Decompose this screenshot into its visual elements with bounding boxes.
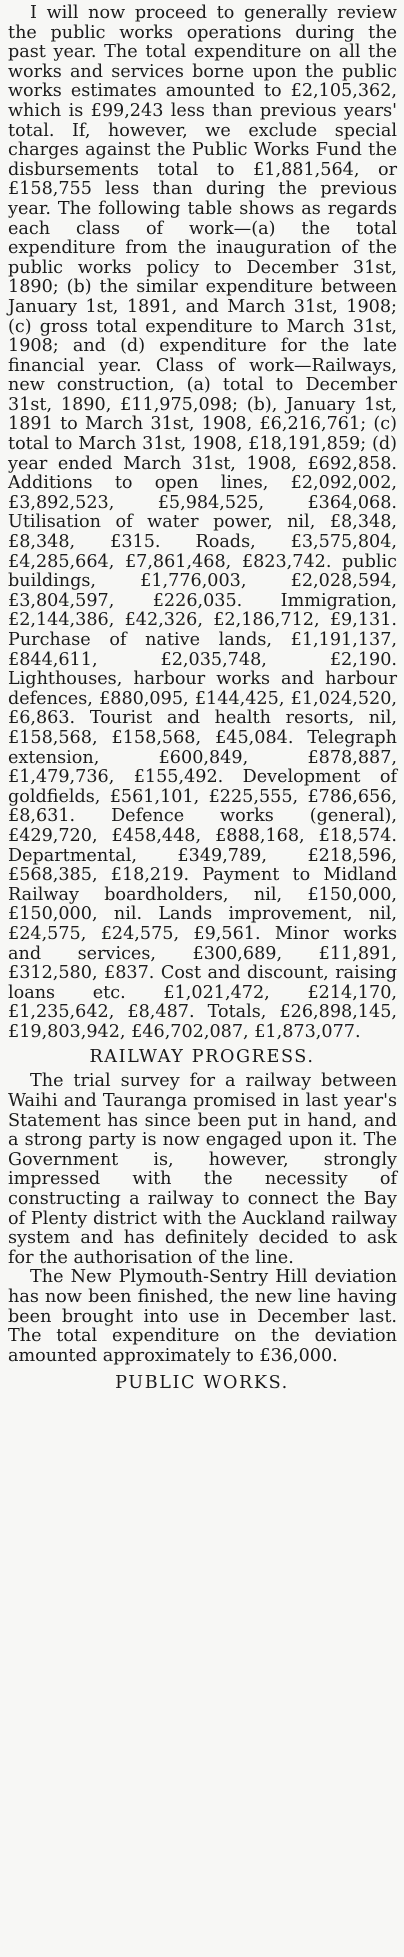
railway-paragraph-1: The trial survey for a railway between Waihi and Tauranga promised in last year's Statement has since been put in hand, and a strong party is now engaged upon it. The Government is, however, strongly impressed with the necessity of constructing a railway to connect the Bay of Plenty district with the Auckland railway system and has definitely decided to ask for the authorisation of the line. <box>8 1071 397 1268</box>
public-works-heading: PUBLIC WORKS. <box>115 1373 289 1394</box>
railway-progress-heading: RAILWAY PROGRESS. <box>89 1047 315 1068</box>
intro-paragraph: I will now proceed to generally review the public works operations during the past year. The total expenditure on all the works and services borne upon the public works estimates amounted to £2,105,362, which is £99,243 less than previous years' total. If, however, we exclude special charges against the Public Works Fund the disbursements total to £1,881,564, or £158,755 less than during the previous year. The following table shows as regards each class of work—(a) the total expenditure from the inauguration of the public works policy to December 31st, 1890; (b) the similar expenditure between January 1st, 1891, and March 31st, 1908; (c) gross total expenditure to March 31st, 1908; and (d) expenditure for the late financial year. Class of work—Railways, new construction, (a) total to December 31st, 1890, £11,975,098; (b), January 1st, 1891 to March 31st, 1908, £6,216,761; (c) total to March 31st, 1908, £18,191,859; (d) year ended March 31st, 1908, £692,858. Additions to open lines, £2,092,002, £3,892,523, £5,984,525, £364,068. Utilisation of water power, nil, £8,348, £8,348, £315. Roads, £3,575,804, £4,285,664, £7,861,468, £823,742. public buildings, £1,776,003, £2,028,594, £3,804,597, £226,035. Immigration, £2,144,386, £42,326, £2,186,712, £9,131. Purchase of native lands, £1,191,137, £844,611, £2,035,748, £2,190. Lighthouses, harbour works and harbour defences, £880,095, £144,425, £1,024,520, £6,863. Tourist and health resorts, nil, £158,568, £158,568, £45,084. Telegraph extension, £600,849, £878,887, £1,479,736, £155,492. Development of goldfields, £561,101, £225,555, £786,656, £8,631. Defence works (general), £429,720, £458,448, £888,168, £18,574. Departmental, £349,789, £218,596, £568,385, £18,219. Payment to Midland Railway boardholders, nil, £150,000, £150,000, nil. Lands improvement, nil, £24,575, £24,575, £9,561. Minor works and services, £300,689, £11,891, £312,580, £837. Cost and discount, raising loans etc. £1,021,472, £214,170, £1,235,642, £8,487. Totals, £26,898,145, £19,803,942, £46,702,087, £1,873,077. <box>8 3 397 1042</box>
railway-paragraph-2: The New Plymouth-Sentry Hill deviation has now been finished, the new line having been brought into use in December last. The total expenditure on the deviation amounted approximately to £36,000. <box>8 1267 397 1366</box>
